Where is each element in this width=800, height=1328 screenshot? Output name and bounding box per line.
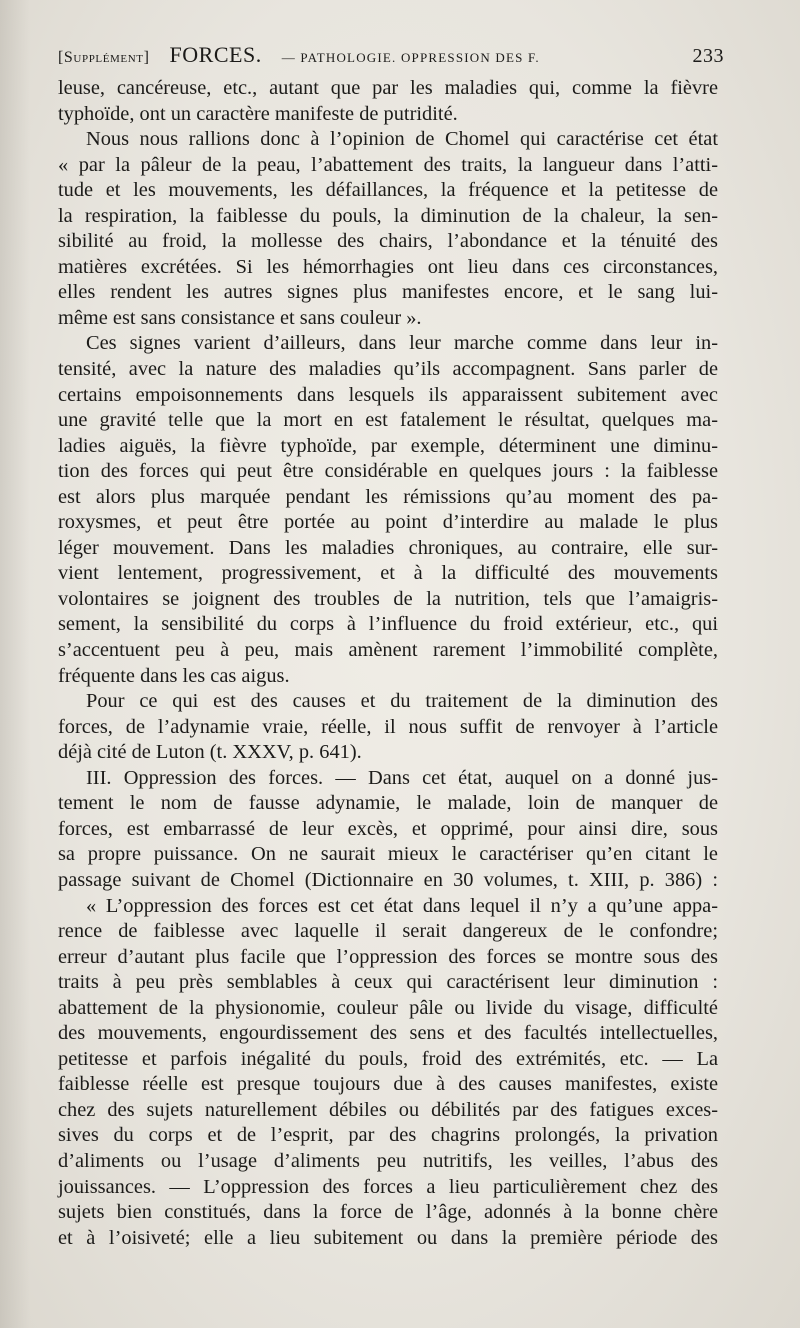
text-line: tement le nom de fausse adynamie, le malade, loin de manquer de [58, 792, 718, 815]
text-line: Nous nous rallions donc à l’opinion de Chomel qui caractérise cet état [86, 128, 718, 151]
body-text [58, 76, 718, 1251]
text-line: et à l’oisiveté; elle a lieu subitement ou dans la première période des [58, 1226, 718, 1249]
text-line: vient lentement, progressivement, et à la difficulté des mouvements [58, 562, 718, 585]
header-left-group [58, 42, 540, 68]
text-line: volontaires se joignent des troubles de la nutrition, tels que l’amaigris- [58, 587, 718, 610]
text-line: tude et les mouvements, les défaillances, la fréquence et la petitesse de [58, 179, 718, 202]
text-line: rence de faiblesse avec laquelle il serait dangereux de le confondre; [58, 920, 718, 943]
text-line: sives du corps et de l’esprit, par des chagrins prolongés, la privation [58, 1124, 718, 1147]
section-tag: [Supplément] [58, 49, 150, 66]
text-line: forces, est embarrassé de leur excès, et opprimé, pour ainsi dire, sous [58, 817, 718, 840]
text-line: d’aliments ou l’usage d’aliments peu nutritifs, les veilles, l’abus des [58, 1149, 718, 1172]
text-line: ladies aiguës, la fièvre typhoïde, par exemple, déterminent une diminu- [58, 434, 718, 457]
text-line: matières excrétées. Si les hémorrhagies ont lieu dans ces circonstances, [58, 255, 718, 278]
text-line: déjà cité de Luton (t. XXXV, p. 641). [58, 741, 362, 764]
text-line: est alors plus marquée pendant les rémissions qu’au moment des pa- [58, 485, 718, 508]
text-line: faiblesse réelle est presque toujours due à des causes manifestes, existe [58, 1073, 718, 1096]
text-line: même est sans consistance et sans couleur ». [58, 306, 422, 329]
text-line: sa propre puissance. On ne saurait mieux le caractériser qu’en citant le [58, 843, 718, 866]
text-line: « L’oppression des forces est cet état dans lequel il n’y a qu’une appa- [86, 894, 718, 917]
text-line: chez des sujets naturellement débiles ou débilités par des fatigues exces- [58, 1098, 718, 1121]
text-line: tensité, avec la nature des maladies qu’ils accompagnent. Sans parler de [58, 358, 718, 381]
text-line: elles rendent les autres signes plus manifestes encore, et le sang lui- [58, 281, 718, 304]
running-header [58, 42, 724, 72]
text-line: s’accentuent peu à peu, mais amènent rarement l’immobilité complète, [58, 639, 718, 662]
text-line: roxysmes, et peut être portée au point d’interdire au malade le plus [58, 511, 718, 534]
page-number: 233 [692, 45, 724, 67]
text-line: III. Oppression des forces. — Dans cet état, auquel on a donné jus- [86, 766, 718, 789]
text-line: sibilité au froid, la mollesse des chairs, l’abondance et la ténuité des [58, 230, 718, 253]
text-line: sujets bien constitués, dans la force de l’âge, adonnés à la bonne chère [58, 1201, 718, 1224]
text-line: petitesse et parfois inégalité du pouls, froid des extrémités, etc. — La [58, 1047, 718, 1070]
text-line: sement, la sensibilité du corps à l’influence du froid extérieur, etc., qui [58, 613, 718, 636]
text-line: passage suivant de Chomel (Dictionnaire en 30 volumes, t. XIII, p. 386) : [58, 868, 718, 891]
text-line: abattement de la physionomie, couleur pâle ou livide du visage, difficulté [58, 996, 718, 1019]
text-line: Ces signes varient d’ailleurs, dans leur marche comme dans leur in- [86, 332, 718, 355]
text-line: léger mouvement. Dans les maladies chroniques, au contraire, elle sur- [58, 536, 718, 559]
text-line: forces, de l’adynamie vraie, réelle, il nous suffit de renvoyer à l’article [58, 715, 718, 738]
text-line: leuse, cancéreuse, etc., autant que par les maladies qui, comme la fièvre [58, 77, 718, 99]
text-line: typhoïde, ont un caractère manifeste de putridité. [58, 102, 458, 125]
text-line: certains empoisonnements dans lesquels ils apparaissent subitement avec [58, 383, 718, 406]
text-line: tion des forces qui peut être considérable en quelques jours : la faiblesse [58, 460, 718, 483]
page-subtitle: — PATHOLOGIE. OPPRESSION DES F. [281, 50, 540, 65]
page-title: FORCES. [169, 42, 262, 67]
text-line: erreur d’autant plus facile que l’oppression des forces se montre sous des [58, 945, 718, 968]
text-line: des mouvements, engourdissement des sens et des facultés intellectuelles, [58, 1022, 718, 1045]
text-line: « par la pâleur de la peau, l’abattement des traits, la langueur dans l’atti- [58, 153, 718, 176]
text-line: traits à peu près semblables à ceux qui caractérisent leur diminution : [58, 971, 718, 994]
text-line: jouissances. — L’oppression des forces a lieu particulièrement chez des [58, 1175, 718, 1198]
text-line: la respiration, la faiblesse du pouls, la diminution de la chaleur, la sen- [58, 204, 718, 227]
text-line: une gravité telle que la mort en est fatalement le résultat, quelques ma- [58, 409, 718, 432]
text-line: fréquente dans les cas aigus. [58, 664, 290, 687]
text-line: Pour ce qui est des causes et du traitement de la diminution des [86, 690, 718, 713]
